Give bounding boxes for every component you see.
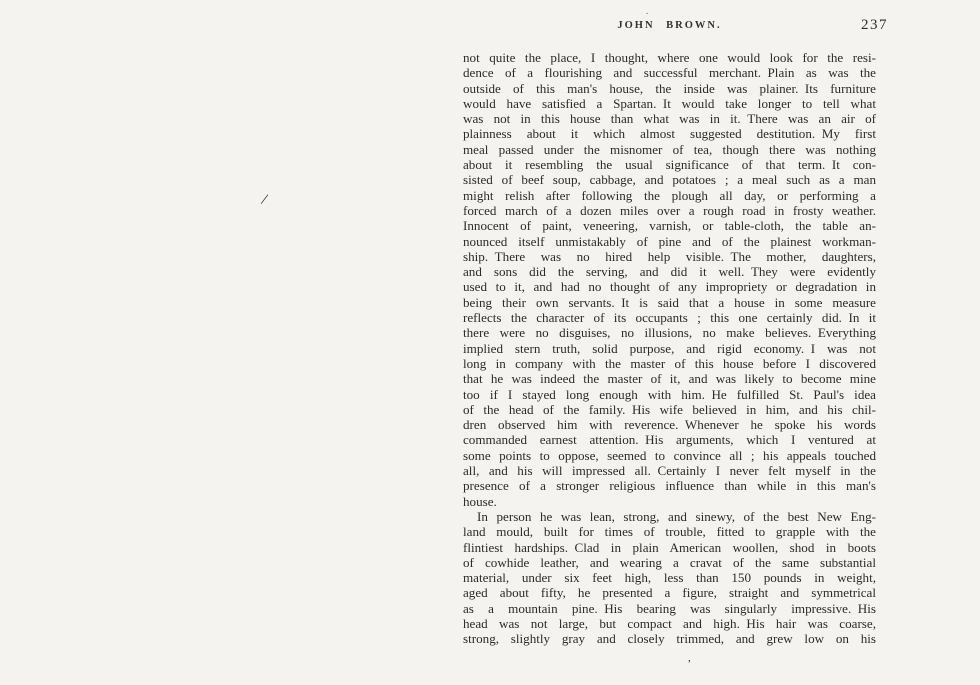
text-line: that he was indeed the master of it, and was likely to become mine [463,371,876,387]
text-line: implied stern truth, solid purpose, and rigid economy. I was not [463,340,876,356]
text-line: all, and his will impressed all. Certainly I never felt myself in the [463,463,876,479]
text-line: outside of this man's house, the inside was plainer. Its furniture [463,80,876,96]
text-line: of the head of the family. His wife believed in him, and his chil- [463,401,876,417]
text-line: might relish after following the plough all day, or performing a [463,187,876,203]
text-line: long in company with the master of this house before I discovered [463,355,876,371]
text-line: strong, slightly gray and closely trimmed, and grew low on his [463,631,876,647]
text-line: plainness about it which almost suggested destitution. My first [463,126,876,142]
text-line: too if I stayed long enough with him. He fulfilled St. Paul's idea [463,386,876,402]
page-header [463,17,888,36]
text-line: Innocent of paint, veneering, varnish, or table-cloth, the table an- [463,218,876,234]
text-line: forced march of a dozen miles over a rough road in frosty weather. [463,202,876,218]
text-line: commanded earnest attention. His arguments, which I ventured at [463,432,876,448]
text-line: ship. There was no hired help visible. The mother, daughters, [463,248,876,264]
text-line: and sons did the serving, and did it well. They were evidently [463,264,876,280]
text-line: dence of a flourishing and successful merchant. Plain as was the [463,65,876,81]
text-line: land mould, built for times of trouble, fitted to grapple with the [463,524,876,540]
text-line: dren observed him with reverence. Whenever he spoke his words [463,417,876,433]
text-line: aged about fifty, he presented a figure, straight and symmetrical [463,585,876,601]
text-line: there were no disguises, no illusions, no make believes. Everything [463,325,876,341]
text-line: was not in this house than what was in it. There was an air of [463,111,876,127]
ink-slash-mark: / [260,191,268,209]
text-line: used to it, and had no thought of any impropriety or degradation in [463,279,876,295]
text-line: material, under six feet high, less than 150 pounds in weight, [463,570,876,586]
page-body [463,50,876,647]
text-line: In person he was lean, strong, and sinewy, of the best New Eng- [477,508,876,524]
page-number: 237 [861,17,888,33]
text-line: would have satisfied a Spartan. It would take longer to tell what [463,95,876,111]
text-line: flintiest hardships. Clad in plain American woollen, shod in boots [463,539,876,555]
text-line: presence of a stronger religious influence than while in this man's [463,478,876,494]
text-line: about it resembling the usual significance of that term. It con- [463,157,876,173]
ink-speck-bottom: , [688,652,691,664]
text-line: not quite the place, I thought, where one would look for the resi- [463,50,876,65]
text-line: being their own servants. It is said that a house in some measure [463,294,876,310]
text-line: of cowhide leather, and wearing a cravat of the same substantial [463,554,876,570]
running-title: JOHN BROWN. [617,20,722,31]
ink-speck-top: . [646,6,649,16]
text-line: head was not large, but compact and high. His hair was coarse, [463,615,876,631]
text-line: meal passed under the misnomer of tea, though there was nothing [463,141,876,157]
text-line: reflects the character of its occupants ; this one certainly did. In it [463,310,876,326]
text-line: as a mountain pine. His bearing was singularly impressive. His [463,600,876,616]
text-line: sisted of beef soup, cabbage, and potatoes ; a meal such as a man [463,172,876,188]
text-line: house. [463,493,497,509]
text-line: nounced itself unmistakably of pine and of the plainest workman- [463,233,876,249]
text-line: some points to oppose, seemed to convince all ; his appeals touched [463,447,876,463]
